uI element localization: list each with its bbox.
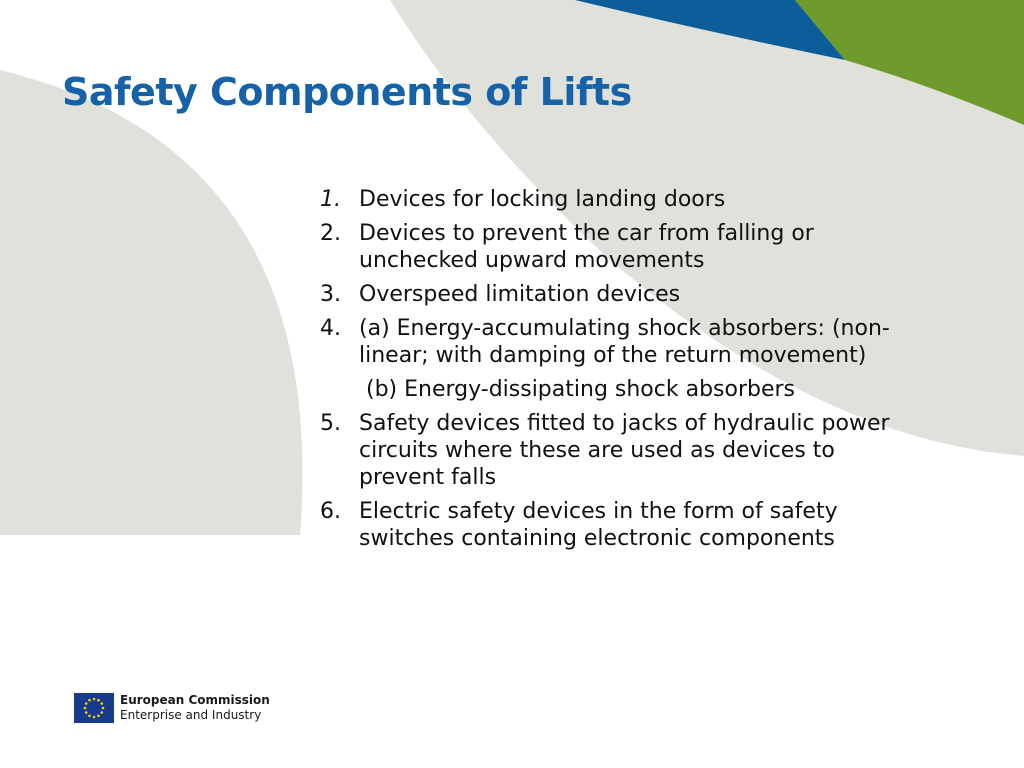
list-item-text: Devices for locking landing doors	[359, 187, 726, 212]
list-item	[320, 281, 900, 308]
list-item-number: 3.	[320, 282, 341, 307]
page-title: Safety Components of Lifts	[62, 70, 632, 114]
list-item	[320, 220, 900, 274]
list-item-number: 4.	[320, 316, 341, 341]
list-subitem-text: (b) Energy-dissipating shock absorbers	[366, 377, 796, 402]
list-item-number: 1.	[320, 187, 341, 212]
list-item-text: (a) Energy-accumulating shock absorbers: (non-linear; with damping of the return movement)	[359, 316, 890, 368]
list-item	[320, 410, 900, 491]
list-item-text: Overspeed limitation devices	[359, 282, 681, 307]
grey-swoosh-left	[0, 70, 303, 535]
list-item-number: 2.	[320, 221, 341, 246]
organization-department: Enterprise and Industry	[120, 708, 262, 722]
organization-name: European Commission	[120, 693, 270, 707]
list-item-text: Electric safety devices in the form of safety switches containing electronic components	[359, 499, 838, 551]
list-subitem	[320, 376, 900, 403]
organization-label	[120, 693, 270, 723]
list-item	[320, 498, 900, 552]
list-item	[320, 186, 900, 213]
footer-logo	[74, 692, 270, 724]
list-item-text: Safety devices fitted to jacks of hydraulic power circuits where these are used as devices to prevent falls	[359, 411, 890, 490]
list-item-number: 5.	[320, 411, 341, 436]
list-item	[320, 315, 900, 369]
safety-components-list	[320, 186, 900, 559]
eu-flag-icon	[74, 693, 114, 723]
list-item-number: 6.	[320, 499, 341, 524]
list-item-text: Devices to prevent the car from falling or unchecked upward movements	[359, 221, 814, 273]
